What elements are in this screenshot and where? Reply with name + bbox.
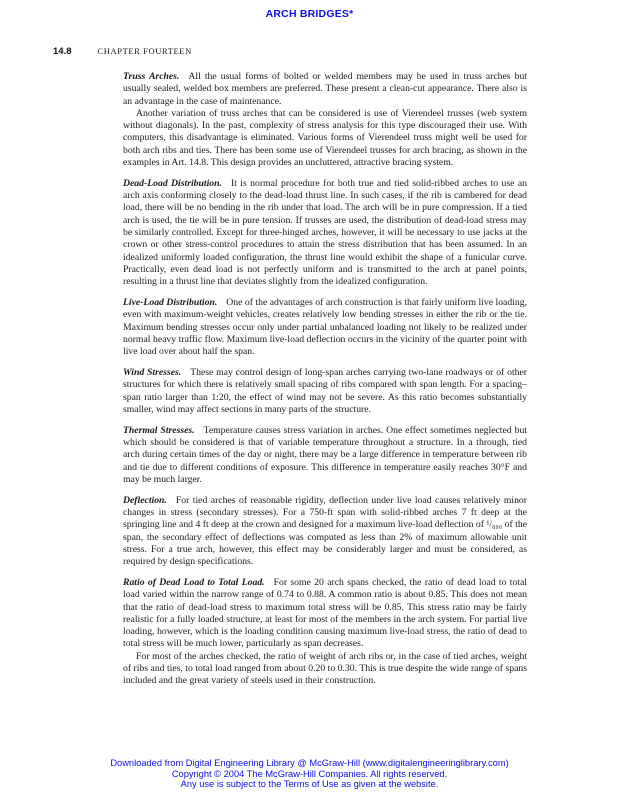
section-wind-stresses xyxy=(123,367,527,416)
paragraph-text: For most of the arches checked, the ratio of weight of arch ribs or, in the case of tied arches, weight of ribs and ties, to total load ranged from about 0.20 to 0.30. This is true despite the wide range of spans included and the great variety of steels used in their construction. xyxy=(123,650,527,687)
section-heading: Thermal Stresses. xyxy=(123,424,195,436)
paragraph-text: Another variation of truss arches that can be considered is use of Vierendeel trusses (web system without diagonals). In the past, complexity of stress analysis for this type discouraged their use. With computers, this disadvantage is eliminated. Various forms of Vierendeel truss might well be used for both arch ribs and ties. There has been some use of Vierendeel trusses for arch bracing, as shown in the examples in Art. 14.8. This design provides an uncluttered, attractive bracing system. xyxy=(123,107,527,169)
section-heading: Wind Stresses. xyxy=(123,367,182,379)
chapter-title: CHAPTER FOURTEEN xyxy=(97,46,192,56)
page-header xyxy=(53,41,553,59)
footer-line-download: Downloaded from Digital Engineering Library @ McGraw-Hill (www.digitalengineeringlibrary.com) xyxy=(110,758,509,768)
paragraph-text: These may control design of long-span arches carrying two-lane roadways or of other structures for which there is relatively small spacing of ribs compared with span length. For a spacing–span ratio larger than 1:20, the effect of wind may not be severe. As this ratio becomes substantially smaller, wind may affect sections in many parts of the structure. xyxy=(123,367,528,415)
section-heading: Dead-Load Distribution. xyxy=(123,177,222,189)
paragraph-text: Temperature causes stress variation in arches. One effect sometimes neglected but which should be considered is that of variable temperature throughout a structure. In a through, tied arch during certain times of the day or night, there may be a large difference in temperature between rib and tie due to different conditions of exposure. This difference in temperature easily reaches 30°F and may be much larger. xyxy=(123,424,527,485)
paragraph-text: For some 20 arch spans checked, the ratio of dead load to total load varied within the narrow range of 0.74 to 0.88. A common ratio is about 0.85. This does not mean that the ratio of dead-load stress to maximum total stress will be 0.85. This stress ratio may be fairly realistic for a fully loaded structure, at least for most of the members in the arch system. For partial live loading, however, which is the loading condition causing maximum live-load stress, the ratio of dead to total stress will be much lower, particularly as span decreases. xyxy=(123,576,527,650)
running-header: ARCH BRIDGES* xyxy=(265,8,354,20)
section-thermal-stresses xyxy=(123,425,527,486)
footer-line-terms: Any use is subject to the Terms of Use as given at the website. xyxy=(180,779,439,790)
footer-line-copyright: Copyright © 2004 The McGraw-Hill Companies. All rights reserved. xyxy=(171,768,448,779)
section-dead-load-distribution xyxy=(123,178,527,289)
paragraph-text: All the usual forms of bolted or welded members may be used in truss arches but usually sealed, welded box members are preferred. These present a clean-cut appearance. There also is an advantage in the case of maintenance. xyxy=(123,71,527,107)
section-heading: Live-Load Distribution. xyxy=(123,297,218,309)
section-ratio-dead-load xyxy=(123,577,527,688)
section-live-load-distribution xyxy=(123,297,527,358)
page-number: 14.8 xyxy=(53,46,72,57)
section-deflection xyxy=(123,495,527,569)
paragraph-text: For tied arches of reasonable rigidity, deflection under live load causes relatively minor changes in stress (secondary stresses). For a 750-ft span with solid-ribbed arches 7 ft deep at the springing line and 4 ft deep at the crown and designed for a maximum live-load deflection of ¹/₈₀₀ of the span, the secondary effect of deflections was computed as less than 2% of maximum allowable unit stress. For a true arch, however, this effect may be considerably larger and must be considered, as required by design specifications. xyxy=(123,494,527,568)
body-text xyxy=(123,71,527,688)
paragraph-text: It is normal procedure for both true and tied solid-ribbed arches to use an arch axis conforming closely to the dead-load thrust line. In such cases, if the rib is cambered for dead load, there will be no bending in the rib under that load. The arch will be in pure compression. If a tied arch is used, the tie will be in pure tension. If trusses are used, the distribution of dead-load stress may be similarly controlled. Except for three-hinged arches, however, it will be necessary to use jacks at the crown or other stress-control procedures to attain the stress distribution that has been assumed. In an idealized uniformly loaded configuration, the thrust line would exhibit the shape of a funicular curve. Practically, even dead load is not perfectly uniform and is transmitted to the arch at panel points, resulting in a thrust line that deviates slightly from the idealized configuration. xyxy=(123,177,527,288)
footer xyxy=(0,758,619,790)
section-heading: Ratio of Dead Load to Total Load. xyxy=(123,576,265,588)
section-truss-arches xyxy=(123,71,527,169)
paragraph-text: One of the advantages of arch construction is that fairly uniform live loading, even with maximum-weight vehicles, creates relatively low bending stresses in either the rib or the tie. Maximum bending stresses occur only under partial unbalanced loading not likely to be realized under normal heavy traffic flow. Maximum live-load deflection occurs in the vicinity of the quarter point with live load over about half the span. xyxy=(123,297,527,358)
section-heading: Deflection. xyxy=(123,494,167,506)
section-heading: Truss Arches. xyxy=(123,71,180,82)
